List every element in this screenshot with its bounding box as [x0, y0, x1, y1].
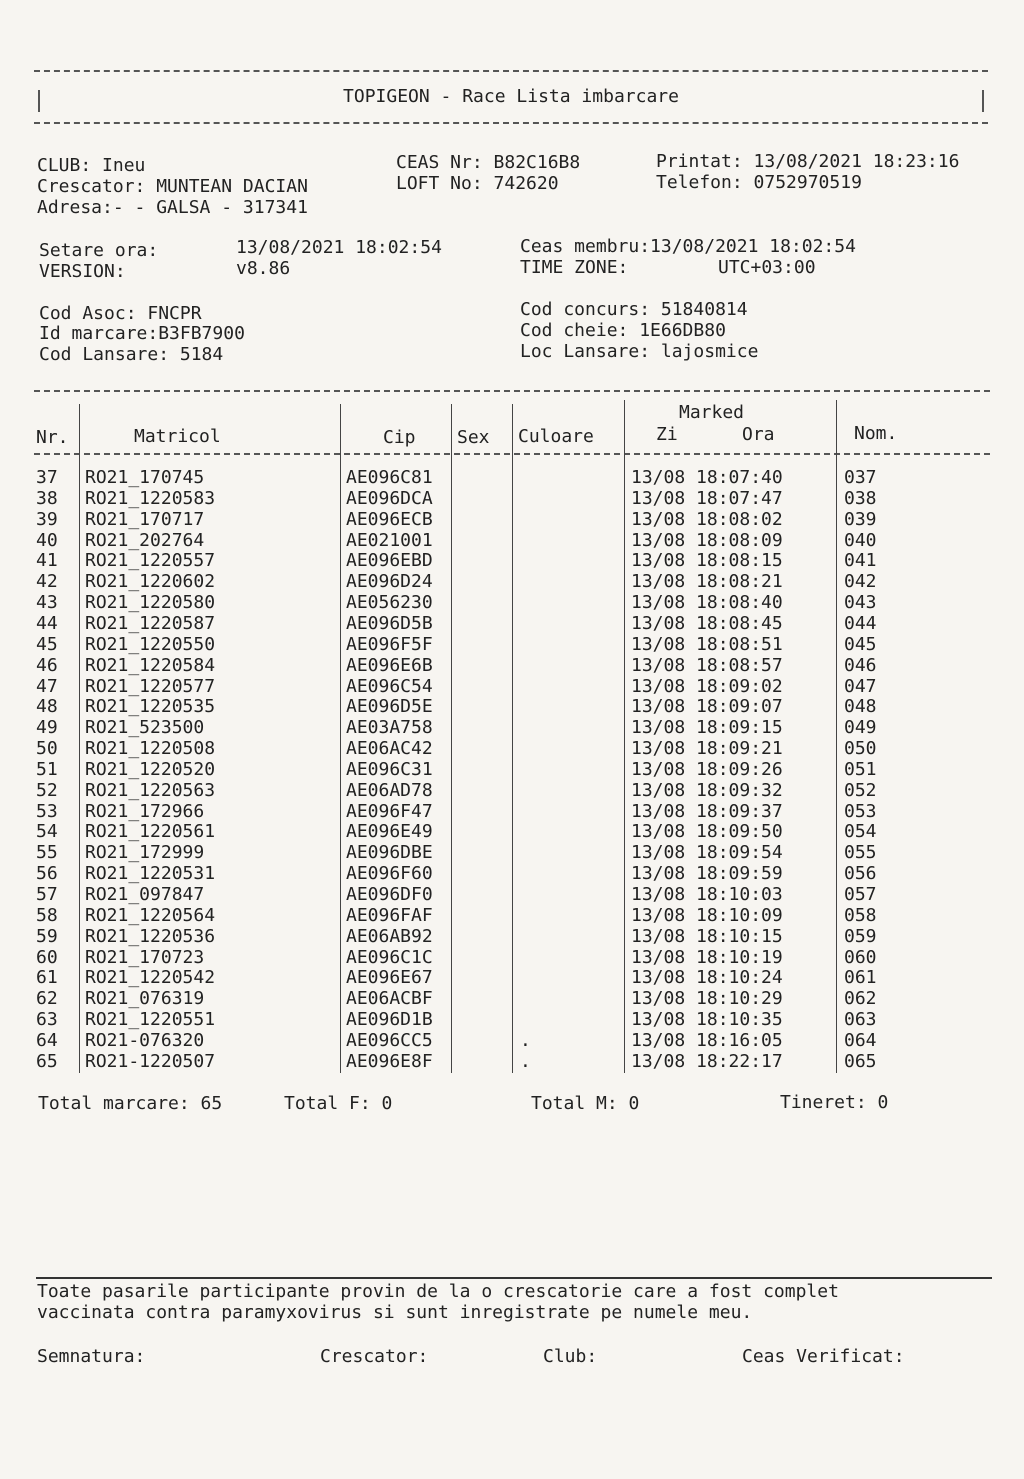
cell-cip: AE096E6B	[346, 654, 433, 676]
cell-matricol: RO21_1220550	[85, 633, 216, 655]
table-row	[34, 864, 990, 885]
cell-marked-time: 13/08 18:09:26	[631, 758, 783, 780]
id-marcare-label: Id marcare:B3FB7900	[39, 323, 245, 344]
cell-matricol: RO21_1220577	[85, 675, 216, 697]
version-value: v8.86	[236, 258, 291, 279]
cell-matricol: RO21_1220551	[85, 1009, 216, 1031]
time-zone-label: TIME ZONE:	[520, 257, 629, 278]
total-f: Total F: 0	[284, 1093, 393, 1114]
cell-nr: 51	[36, 758, 58, 780]
time-zone-value: UTC+03:00	[718, 257, 816, 278]
cell-cip: AE056230	[346, 592, 433, 614]
table-row	[34, 781, 990, 802]
cell-marked-time: 13/08 18:08:40	[631, 592, 783, 614]
cell-marked-time: 13/08 18:09:37	[631, 800, 783, 822]
cell-cip: AE06AD78	[346, 779, 433, 801]
header-culoare: Culoare	[518, 426, 594, 447]
cell-nom: 044	[844, 612, 877, 634]
cell-matricol: RO21_170717	[85, 508, 205, 530]
cell-marked-time: 13/08 18:08:02	[631, 508, 783, 530]
cell-marked-time: 13/08 18:10:35	[631, 1009, 783, 1031]
crescator-signature-label: Crescator:	[320, 1346, 429, 1367]
cell-nom: 041	[844, 550, 877, 572]
cell-nr: 48	[36, 696, 58, 718]
cell-nr: 45	[36, 633, 58, 655]
table-row	[34, 656, 990, 677]
cell-marked-time: 13/08 18:09:50	[631, 821, 783, 843]
cell-matricol: RO21_1220602	[85, 571, 216, 593]
table-row	[34, 885, 990, 906]
cell-marked-time: 13/08 18:09:54	[631, 842, 783, 864]
cell-nom: 052	[844, 779, 877, 801]
header-sex: Sex	[457, 427, 490, 448]
ceas-membru-label: Ceas membru:13/08/2021 18:02:54	[520, 236, 856, 257]
cell-nom: 038	[844, 487, 877, 509]
cell-marked-time: 13/08 18:09:02	[631, 675, 783, 697]
cell-nom: 058	[844, 904, 877, 926]
cell-nom: 065	[844, 1050, 877, 1072]
cell-nr: 64	[36, 1029, 58, 1051]
cell-matricol: RO21_1220508	[85, 738, 216, 760]
cell-cip: AE096C31	[346, 758, 433, 780]
cell-matricol: RO21_170723	[85, 946, 205, 968]
adresa-label: Adresa:- - GALSA - 317341	[37, 197, 308, 218]
cell-matricol: RO21_1220584	[85, 654, 216, 676]
cell-cip: AE096DBE	[346, 842, 433, 864]
semnatura-label: Semnatura:	[37, 1346, 146, 1367]
cell-matricol: RO21_1220520	[85, 758, 216, 780]
report-title-box	[34, 70, 988, 124]
table-row	[34, 802, 990, 823]
cell-cip: AE096C81	[346, 467, 433, 488]
cell-nom: 055	[844, 842, 877, 864]
cell-marked-time: 13/08 18:08:57	[631, 654, 783, 676]
cell-marked-time: 13/08 18:16:05	[631, 1029, 783, 1051]
cell-matricol: RO21_1220580	[85, 592, 216, 614]
cell-marked-time: 13/08 18:09:21	[631, 738, 783, 760]
cell-marked-time: 13/08 18:09:15	[631, 717, 783, 739]
cell-nom: 050	[844, 738, 877, 760]
cell-matricol: RO21-1220507	[85, 1050, 216, 1072]
cell-nom: 061	[844, 967, 877, 989]
cell-nom: 043	[844, 592, 877, 614]
cell-nr: 54	[36, 821, 58, 843]
cell-nom: 056	[844, 863, 877, 885]
table-row	[34, 677, 990, 698]
cell-nom: 059	[844, 925, 877, 947]
tineret: Tineret: 0	[780, 1092, 889, 1113]
cell-marked-time: 13/08 18:10:15	[631, 925, 783, 947]
cell-nr: 38	[36, 487, 58, 509]
cell-matricol: RO21_097847	[85, 884, 205, 905]
cell-nr: 40	[36, 529, 58, 551]
cell-marked-time: 13/08 18:09:32	[631, 779, 783, 801]
cell-cip: AE096D1B	[346, 1009, 433, 1031]
cell-matricol: RO21_1220587	[85, 612, 216, 634]
printat-label: Printat: 13/08/2021 18:23:16	[656, 151, 960, 172]
table-row	[34, 1052, 990, 1073]
header-marked: Marked	[679, 402, 745, 423]
cell-nom: 045	[844, 633, 877, 655]
loft-no-label: LOFT No: 742620	[396, 173, 559, 194]
cell-marked-time: 13/08 18:08:21	[631, 571, 783, 593]
cell-nom: 053	[844, 800, 877, 822]
loc-lansare-label: Loc Lansare: lajosmice	[520, 341, 759, 362]
cell-cip: AE096E49	[346, 821, 433, 843]
cell-marked-time: 13/08 18:08:51	[631, 633, 783, 655]
cell-marked-time: 13/08 18:10:29	[631, 988, 783, 1010]
cell-marked-time: 13/08 18:08:09	[631, 529, 783, 551]
cell-matricol: RO21_1220557	[85, 550, 216, 572]
cell-matricol: RO21_523500	[85, 717, 205, 739]
total-marcare: Total marcare: 65	[38, 1093, 223, 1114]
cell-matricol: RO21_1220542	[85, 967, 216, 989]
table-row	[34, 572, 990, 593]
total-m: Total M: 0	[531, 1093, 640, 1114]
cell-nr: 47	[36, 675, 58, 697]
ceas-verificat-label: Ceas Verificat:	[742, 1346, 905, 1367]
cod-lansare-label: Cod Lansare: 5184	[39, 344, 224, 365]
cell-marked-time: 13/08 18:09:59	[631, 863, 783, 885]
cell-nom: 049	[844, 717, 877, 739]
cell-nr: 57	[36, 884, 58, 905]
cell-marked-time: 13/08 18:10:03	[631, 884, 783, 905]
table-row	[34, 843, 990, 864]
cell-marked-time: 13/08 18:08:15	[631, 550, 783, 572]
cell-marked-time: 13/08 18:10:19	[631, 946, 783, 968]
cell-cip: AE096CC5	[346, 1029, 433, 1051]
cell-cip: AE096ECB	[346, 508, 433, 530]
table-row	[34, 635, 990, 656]
cell-nr: 56	[36, 863, 58, 885]
cell-nr: 63	[36, 1009, 58, 1031]
cell-matricol: RO21_172966	[85, 800, 205, 822]
cell-matricol: RO21_1220564	[85, 904, 216, 926]
club-signature-label: Club:	[543, 1346, 598, 1367]
cell-cip: AE096EBD	[346, 550, 433, 572]
cell-nom: 064	[844, 1029, 877, 1051]
cell-nr: 43	[36, 592, 58, 614]
cell-matricol: RO21_1220536	[85, 925, 216, 947]
footer-rule	[36, 1277, 992, 1279]
cell-nr: 44	[36, 612, 58, 634]
cell-nr: 50	[36, 738, 58, 760]
cell-cip: AE096E67	[346, 967, 433, 989]
cell-marked-time: 13/08 18:10:09	[631, 904, 783, 926]
cell-marked-time: 13/08 18:07:40	[631, 467, 783, 488]
cell-cip: AE096E8F	[346, 1050, 433, 1072]
cell-nr: 52	[36, 779, 58, 801]
club-label: CLUB: Ineu	[37, 155, 146, 176]
table-row	[34, 739, 990, 760]
cell-nom: 062	[844, 988, 877, 1010]
table-row	[34, 906, 990, 927]
cell-cip: AE096D24	[346, 571, 433, 593]
header-zi: Zi	[656, 424, 678, 445]
cell-marked-time: 13/08 18:22:17	[631, 1050, 783, 1072]
cell-nr: 65	[36, 1050, 58, 1072]
cell-matricol: RO21_1220535	[85, 696, 216, 718]
table-row	[34, 468, 990, 489]
cell-nom: 063	[844, 1009, 877, 1031]
cell-cip: AE096F60	[346, 863, 433, 885]
cell-nr: 39	[36, 508, 58, 530]
cell-nom: 048	[844, 696, 877, 718]
table-row	[34, 551, 990, 572]
setare-ora-label: Setare ora:	[39, 240, 159, 261]
cell-nom: 054	[844, 821, 877, 843]
table-row	[34, 697, 990, 718]
cell-nr: 46	[36, 654, 58, 676]
cell-cip: AE06AC42	[346, 738, 433, 760]
cod-cheie-label: Cod cheie: 1E66DB80	[520, 320, 726, 341]
crescator-label: Crescator: MUNTEAN DACIAN	[37, 176, 308, 197]
cell-nom: 046	[844, 654, 877, 676]
cell-matricol: RO21_202764	[85, 529, 205, 551]
table-row	[34, 760, 990, 781]
table-row	[34, 718, 990, 739]
cell-nom: 042	[844, 571, 877, 593]
cell-culoare: .	[520, 1050, 531, 1072]
version-label: VERSION:	[39, 261, 126, 282]
statement-line-1: Toate pasarile participante provin de la o crescatorie care a fost complet	[37, 1281, 839, 1302]
cell-matricol: RO21_172999	[85, 842, 205, 864]
table-row	[34, 968, 990, 989]
table-row	[34, 1010, 990, 1031]
table-row	[34, 927, 990, 948]
cell-cip: AE096F5F	[346, 633, 433, 655]
cell-marked-time: 13/08 18:08:45	[631, 612, 783, 634]
cell-cip: AE06ACBF	[346, 988, 433, 1010]
cod-asoc-label: Cod Asoc: FNCPR	[39, 303, 202, 324]
cell-nom: 039	[844, 508, 877, 530]
statement-line-2: vaccinata contra paramyxovirus si sunt inregistrate pe numele meu.	[37, 1302, 753, 1323]
table-top-rule	[34, 390, 990, 392]
cell-nr: 42	[36, 571, 58, 593]
ceas-nr-label: CEAS Nr: B82C16B8	[396, 152, 581, 173]
table-row	[34, 489, 990, 510]
header-cip: Cip	[383, 427, 416, 448]
table-row	[34, 948, 990, 969]
table-row	[34, 614, 990, 635]
header-nom: Nom.	[854, 423, 898, 444]
cell-matricol: RO21_1220583	[85, 487, 216, 509]
telefon-label: Telefon: 0752970519	[656, 172, 862, 193]
cell-cip: AE096F47	[346, 800, 433, 822]
cell-cip: AE096DF0	[346, 884, 433, 905]
cell-nom: 047	[844, 675, 877, 697]
cell-matricol: RO21_1220563	[85, 779, 216, 801]
header-ora: Ora	[742, 424, 775, 445]
table-row	[34, 531, 990, 552]
cell-nr: 61	[36, 967, 58, 989]
cell-cip: AE06AB92	[346, 925, 433, 947]
cell-nr: 62	[36, 988, 58, 1010]
cell-cip: AE096D5E	[346, 696, 433, 718]
cell-nom: 051	[844, 758, 877, 780]
cell-cip: AE096DCA	[346, 487, 433, 509]
cell-marked-time: 13/08 18:07:47	[631, 487, 783, 509]
cell-nom: 040	[844, 529, 877, 551]
cell-marked-time: 13/08 18:10:24	[631, 967, 783, 989]
cell-nom: 037	[844, 467, 877, 488]
cell-nr: 53	[36, 800, 58, 822]
cell-cip: AE096D5B	[346, 612, 433, 634]
table-row	[34, 989, 990, 1010]
cell-cip: AE096FAF	[346, 904, 433, 926]
header-nr: Nr.	[36, 427, 69, 448]
cod-concurs-label: Cod concurs: 51840814	[520, 299, 748, 320]
cell-matricol: RO21-076320	[85, 1029, 205, 1051]
cell-nr: 41	[36, 550, 58, 572]
cell-nr: 49	[36, 717, 58, 739]
header-matricol: Matricol	[134, 426, 221, 447]
cell-matricol: RO21_170745	[85, 467, 205, 488]
cell-cip: AE021001	[346, 529, 433, 551]
cell-nom: 057	[844, 884, 877, 905]
cell-cip: AE096C54	[346, 675, 433, 697]
cell-marked-time: 13/08 18:09:07	[631, 696, 783, 718]
cell-cip: AE096C1C	[346, 946, 433, 968]
cell-matricol: RO21_1220561	[85, 821, 216, 843]
cell-cip: AE03A758	[346, 717, 433, 739]
setare-ora-value: 13/08/2021 18:02:54	[236, 237, 442, 258]
cell-matricol: RO21_1220531	[85, 863, 216, 885]
cell-matricol: RO21_076319	[85, 988, 205, 1010]
report-title: TOPIGEON - Race Lista imbarcare	[343, 86, 679, 107]
table-row	[34, 593, 990, 614]
table-row	[34, 822, 990, 843]
cell-nr: 58	[36, 904, 58, 926]
table-row	[34, 1031, 990, 1052]
cell-nom: 060	[844, 946, 877, 968]
cell-nr: 59	[36, 925, 58, 947]
cell-nr: 55	[36, 842, 58, 864]
cell-nr: 37	[36, 467, 58, 488]
cell-nr: 60	[36, 946, 58, 968]
cell-culoare: .	[520, 1029, 531, 1051]
table-row	[34, 510, 990, 531]
